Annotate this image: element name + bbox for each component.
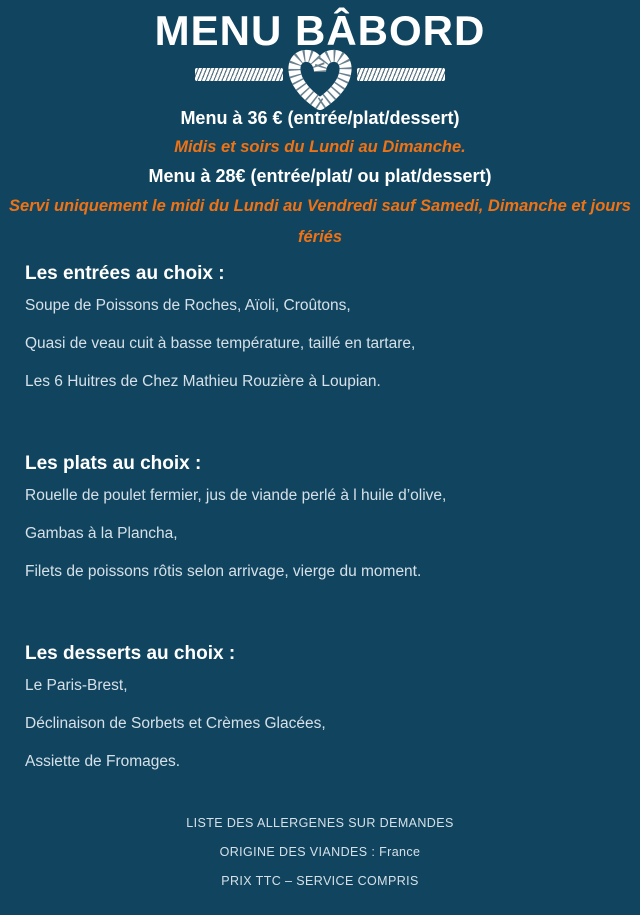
rope-right-segment (357, 68, 445, 81)
menu-36-label: Menu à 36 € (entrée/plat/dessert) (180, 108, 460, 128)
footer-notes (0, 809, 640, 896)
menu-item: Filets de poissons rôtis selon arrivage, vierge du moment. (25, 563, 422, 580)
menu-item: Quasi de veau cuit à basse température, taillé en tartare, (25, 335, 416, 352)
menu-sections (0, 261, 640, 781)
section-desserts (25, 641, 622, 781)
menu-item: Gambas à la Plancha, (25, 525, 178, 542)
footer-allergens: LISTE DES ALLERGENES SUR DEMANDES (186, 816, 454, 830)
menu-offers (0, 104, 640, 253)
menu-28-label: Menu à 28€ (entrée/plat/ ou plat/dessert) (148, 166, 492, 186)
page-title: MENU BÂBORD (154, 7, 486, 54)
menu-36-schedule: Midis et soirs du Lundi au Dimanche. (174, 138, 466, 156)
menu-item: Assiette de Fromages. (25, 753, 181, 770)
menu-item: Les 6 Huitres de Chez Mathieu Rouzière à Loupian. (25, 373, 381, 390)
section-heading-desserts: Les desserts au choix : (25, 643, 236, 664)
section-heading-plats: Les plats au choix : (25, 453, 202, 474)
menu-item: Le Paris-Brest, (25, 677, 128, 694)
rope-heart-knot-icon (273, 48, 367, 106)
section-entrees (25, 261, 622, 401)
menu-28-schedule: Servi uniquement le midi du Lundi au Vendredi sauf Samedi, Dimanche et jours fériés (9, 197, 631, 246)
menu-page (0, 7, 640, 915)
section-plats (25, 451, 622, 591)
section-heading-entrees: Les entrées au choix : (25, 263, 225, 284)
menu-item: Soupe de Poissons de Roches, Aïoli, Croûtons, (25, 297, 351, 314)
rope-left-segment (195, 68, 283, 81)
menu-item: Déclinaison de Sorbets et Crèmes Glacées, (25, 715, 326, 732)
menu-item: Rouelle de poulet fermier, jus de viande perlé à l huile d’olive, (25, 487, 447, 504)
rope-knot-icon (195, 48, 445, 104)
footer-price-notice: PRIX TTC – SERVICE COMPRIS (221, 874, 419, 888)
footer-meat-origin: ORIGINE DES VIANDES : France (219, 845, 421, 859)
